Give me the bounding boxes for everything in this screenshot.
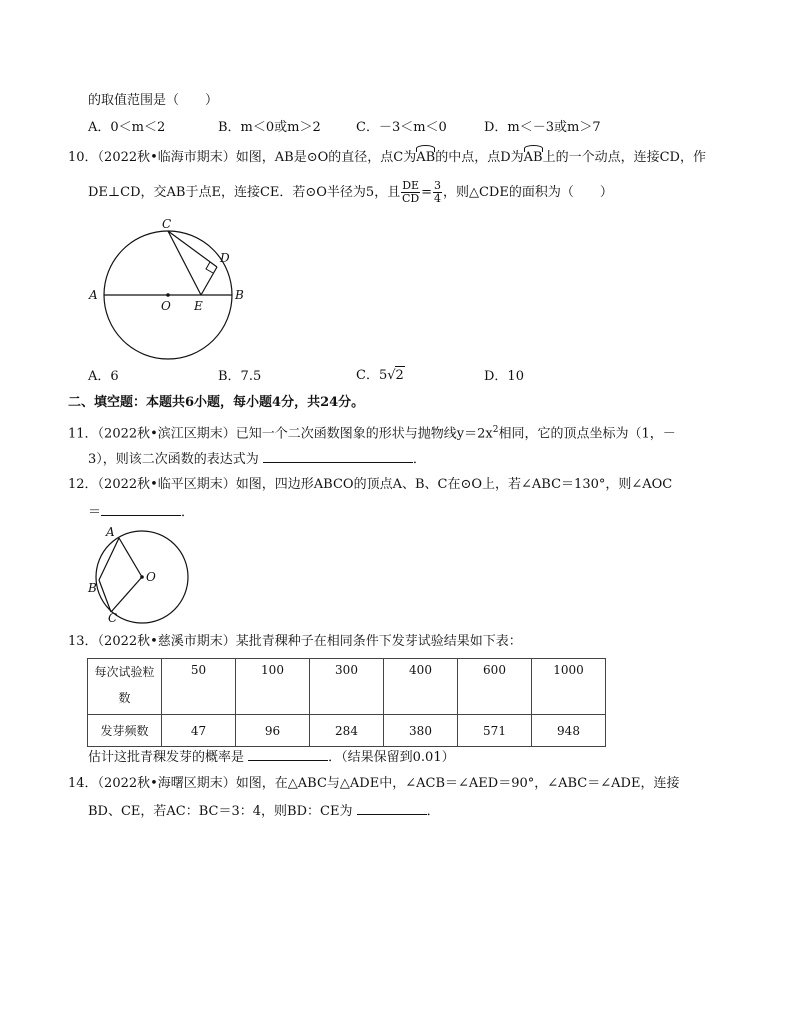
cell-value: 50 (190, 663, 207, 677)
germination-table (87, 658, 606, 747)
q10-circle-figure (84, 212, 254, 362)
q14-line2 (88, 802, 440, 821)
q9-option-b: B．m＜0或m＞2 (218, 120, 321, 135)
q9-option-d: D．m＜－3或m＞7 (484, 120, 601, 135)
q10-option-c-radicand: 2 (395, 368, 404, 383)
label-c: C (108, 611, 118, 625)
period: ． (412, 452, 426, 467)
section-heading-fill-in: 二、填空题：本题共6小题，每小题4分，共24分。 (68, 395, 365, 410)
q10-line2-text-a: DE⊥CD，交AB于点E，连接CE．若⊙O半径为5，且 (88, 185, 401, 200)
arc-ab-1: AB (416, 150, 436, 165)
segment-ao (119, 538, 142, 577)
label-o: O (146, 570, 156, 584)
table-row (88, 715, 606, 747)
table-row (88, 659, 606, 715)
q14-line2-text: BD、CE，若AC：BC＝3：4，则BD：CE为 (88, 804, 353, 819)
cell-value: 100 (261, 663, 284, 677)
fraction-numerator: 3 (433, 179, 441, 192)
header-line-1: 每次试验粒 (94, 665, 155, 679)
exponent: 2 (492, 425, 499, 435)
label-a: A (89, 288, 98, 302)
fraction-de-cd (401, 180, 420, 205)
q11-line1-tail: 相同，它的顶点坐标为（1，－ (498, 426, 676, 442)
table-cell: 284 (310, 715, 384, 747)
table-cell (458, 659, 532, 715)
q12-line1: 12．（2022秋•临平区期末）如图，四边形ABCO的顶点A、B、C在⊙O上，若∠ABC＝130°，则∠AOC (68, 477, 673, 492)
q13-answer-line (88, 748, 455, 767)
q12-circle-figure (86, 524, 196, 626)
equals-sign: ＝ (88, 505, 102, 520)
cell-value: 600 (483, 663, 506, 677)
q10-option-b: B．7.5 (218, 369, 262, 384)
segment-bc (99, 580, 111, 612)
q10-line1 (68, 149, 706, 167)
q10-option-c-coef: C．5 (356, 368, 388, 383)
center-point (140, 575, 144, 579)
label-e: E (194, 299, 203, 313)
q10-option-c (356, 366, 405, 385)
table-cell (384, 659, 458, 715)
answer-blank[interactable] (263, 450, 413, 463)
table-cell: 948 (532, 715, 606, 747)
q11-line2 (88, 450, 426, 469)
q9-stem: 的取值范围是（ ） (88, 93, 219, 108)
q10-line2 (88, 180, 613, 205)
answer-blank[interactable] (357, 802, 427, 815)
q10-line1-text-b: 的中点，点D为 (435, 150, 524, 165)
segment-ce (168, 231, 201, 295)
q13-answer-text: 估计这批青稞发芽的概率是 (88, 750, 245, 765)
table-cell: 47 (162, 715, 236, 747)
fraction-numerator: DE (402, 179, 420, 192)
table-header-cell (88, 659, 162, 715)
q11-line1-text: 11．（2022秋•滨江区期末）已知一个二次函数图象的形状与抛物线y＝2x (68, 426, 493, 442)
label-b: B (88, 581, 97, 595)
q11-line2-text: 3），则该二次函数的表达式为 (88, 452, 259, 467)
table-cell (310, 659, 384, 715)
header-line-2: 数 (118, 691, 131, 705)
period: ． (181, 505, 195, 520)
table-cell: 380 (384, 715, 458, 747)
q10-line2-text-b: ，则△CDE的面积为（ ） (442, 185, 613, 200)
q14-line1: 14．（2022秋•海曙区期末）如图，在△ABC与△ADE中，∠ACB＝∠AED＝90°，∠ABC＝∠ADE，连接 (68, 776, 680, 791)
equals-sign: = (421, 185, 432, 200)
segment-co (111, 577, 142, 612)
table-cell: 96 (236, 715, 310, 747)
fraction-three-quarters (433, 180, 442, 205)
fraction-denominator: CD (402, 192, 420, 205)
table-cell: 571 (458, 715, 532, 747)
q10-option-a: A．6 (88, 369, 119, 384)
q13-line1: 13．（2022秋•慈溪市期末）某批青稞种子在相同条件下发芽试验结果如下表： (68, 634, 522, 649)
q12-line2 (88, 503, 194, 522)
label-o: O (161, 299, 171, 313)
table-cell (162, 659, 236, 715)
period: ． (426, 804, 440, 819)
center-point (166, 293, 170, 297)
q10-option-d: D．10 (484, 369, 524, 384)
label-b: B (235, 288, 244, 302)
q11-line1 (68, 421, 676, 443)
cell-value: 300 (335, 663, 358, 677)
q10-line1-text-c: 上的一个动点，连接CD，作 (542, 150, 706, 165)
fraction-denominator: 4 (433, 192, 441, 205)
label-a: A (106, 525, 115, 539)
answer-blank[interactable] (101, 503, 181, 516)
label-d: D (220, 251, 230, 265)
q10-line1-text-a: 10．（2022秋•临海市期末）如图，AB是⊙O的直径，点C为 (68, 150, 417, 165)
table-cell (532, 659, 606, 715)
table-cell (236, 659, 310, 715)
cell-value: 400 (409, 663, 432, 677)
table-header-cell: 发芽频数 (88, 715, 162, 747)
q13-answer-note: ．（结果保留到0.01） (328, 750, 455, 765)
answer-blank[interactable] (248, 748, 328, 761)
q9-option-a: A．0＜m＜2 (88, 120, 166, 135)
q9-option-c: C．－3＜m＜0 (356, 120, 447, 135)
cell-value: 1000 (553, 663, 584, 677)
arc-ab-2: AB (523, 150, 543, 165)
label-c: C (162, 217, 172, 231)
sqrt-icon: √ (387, 368, 396, 383)
